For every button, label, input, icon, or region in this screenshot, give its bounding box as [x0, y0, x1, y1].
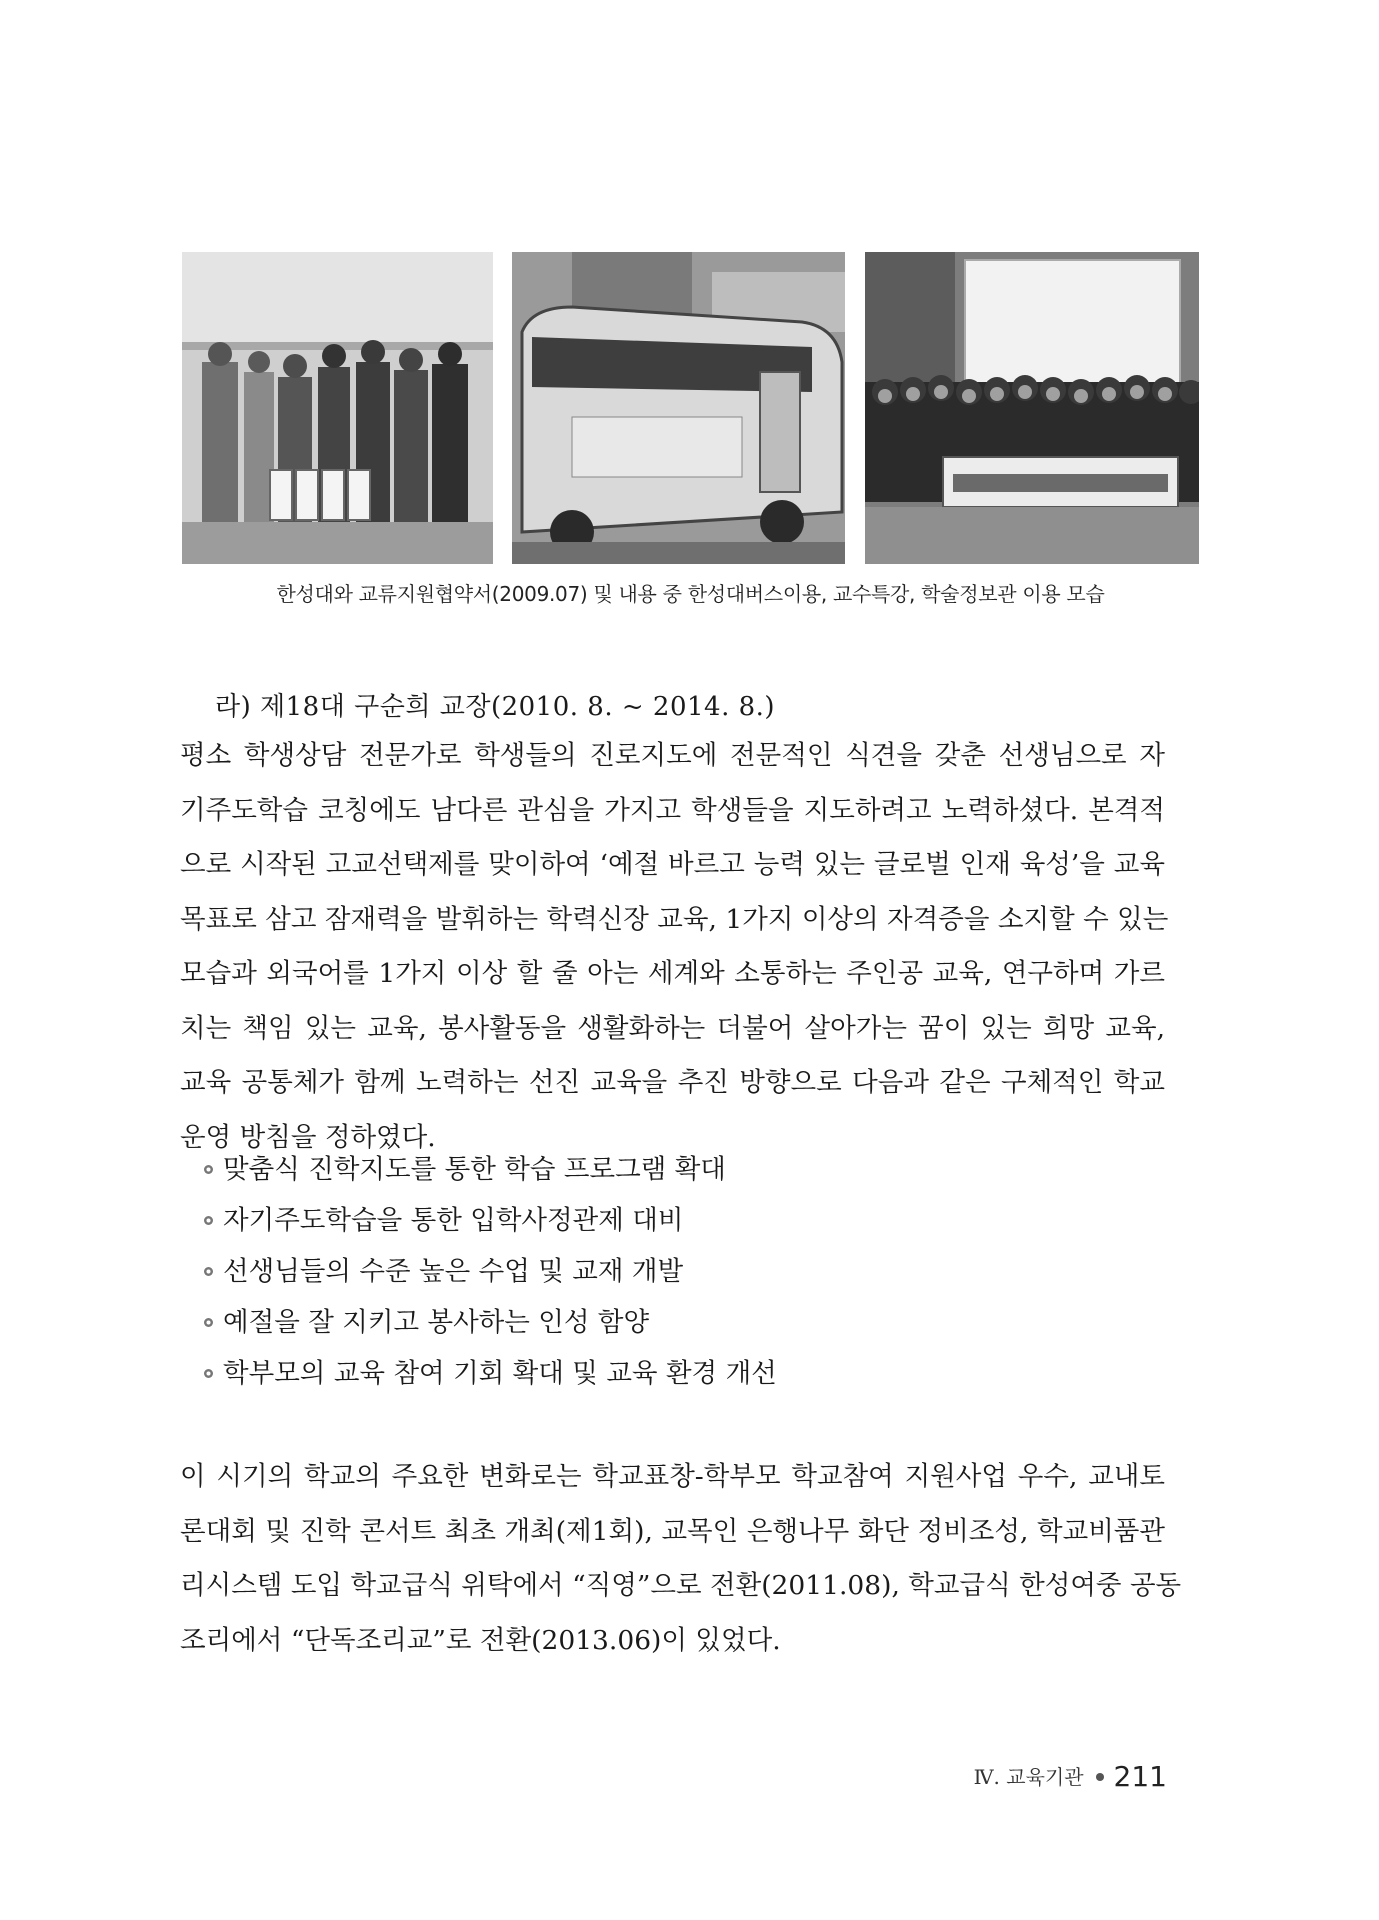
paragraph-major-changes	[180, 1450, 1182, 1668]
list-item-text: 맞춤식 진학지도를 통한 학습 프로그램 확대	[223, 1154, 726, 1185]
page-footer	[974, 1760, 1167, 1793]
paragraph-principal-profile	[180, 729, 1169, 1165]
text-line: 이 시기의 학교의 주요한 변화로는 학교표창-학부모 학교참여 지원사업 우수, 교내토	[180, 1461, 1165, 1492]
list-item	[204, 1195, 777, 1246]
section-heading: 라) 제18대 구순희 교장(2010. 8. ~ 2014. 8.)	[215, 692, 776, 722]
list-item	[204, 1246, 777, 1297]
photo-strip	[182, 252, 1199, 564]
chapter-label: Ⅳ. 교육기관	[973, 1765, 1084, 1789]
text-line: 기주도학습 코칭에도 남다른 관심을 가지고 학생들을 지도하려고 노력하셨다. 본격적	[180, 794, 1165, 826]
photo-caption: 한성대와 교류지원협약서(2009.07) 및 내용 중 한성대버스이용, 교수특강, 학술정보관 이용 모습	[276, 582, 1105, 606]
text-line: 으로 시작된 고교선택제를 맞이하여 ‘예절 바르고 능력 있는 글로벌 인재 육성’을 교육	[180, 849, 1165, 880]
bullet-dot-icon	[204, 1369, 213, 1378]
bullet-dot-icon	[204, 1267, 213, 1276]
list-item-text: 자기주도학습을 통한 입학사정관제 대비	[223, 1205, 684, 1236]
photo-agreement-signing	[182, 252, 493, 564]
list-item	[204, 1348, 777, 1399]
text-line: 리시스템 도입 학교급식 위탁에서 “직영”으로 전환(2011.08), 학교급식 한성여중 공동	[180, 1570, 1182, 1601]
text-line: 치는 책임 있는 교육, 봉사활동을 생활화하는 더불어 살아가는 꿈이 있는 희망 교육,	[180, 1012, 1165, 1044]
list-item	[204, 1297, 777, 1348]
bullet-dot-icon	[204, 1318, 213, 1327]
bullet-dot-icon	[204, 1165, 213, 1174]
text-line: 목표로 삼고 잠재력을 발휘하는 학력신장 교육, 1가지 이상의 자격증을 소지할 수 있는	[180, 903, 1169, 935]
text-line: 교육 공통체가 함께 노력하는 선진 교육을 추진 방향으로 다음과 같은 구체적인 학교	[180, 1067, 1165, 1098]
photo-library-visit	[865, 252, 1199, 564]
text-line: 운영 방침을 정하였다.	[180, 1121, 436, 1153]
footer-dot-icon	[1096, 1773, 1104, 1781]
policy-list	[204, 1144, 777, 1399]
text-line: 평소 학생상담 전문가로 학생들의 진로지도에 전문적인 식견을 갖춘 선생님으로 자	[180, 740, 1165, 771]
photo-university-bus	[512, 252, 845, 564]
list-item-text: 학부모의 교육 참여 기회 확대 및 교육 환경 개선	[223, 1358, 777, 1389]
list-item-text: 예절을 잘 지키고 봉사하는 인성 함양	[223, 1307, 650, 1338]
list-item	[204, 1144, 777, 1195]
list-item-text: 선생님들의 수준 높은 수업 및 교재 개발	[223, 1256, 684, 1287]
text-line: 론대회 및 진학 콘서트 최초 개최(제1회), 교목인 은행나무 화단 정비조성, 학교비품관	[180, 1515, 1165, 1547]
text-line: 모습과 외국어를 1가지 이상 할 줄 아는 세계와 소통하는 주인공 교육, 연구하며 가르	[180, 958, 1165, 989]
text-line: 조리에서 “단독조리교”로 전환(2013.06)이 있었다.	[180, 1624, 781, 1656]
page-number: 211	[1113, 1760, 1167, 1793]
bullet-dot-icon	[204, 1216, 213, 1225]
